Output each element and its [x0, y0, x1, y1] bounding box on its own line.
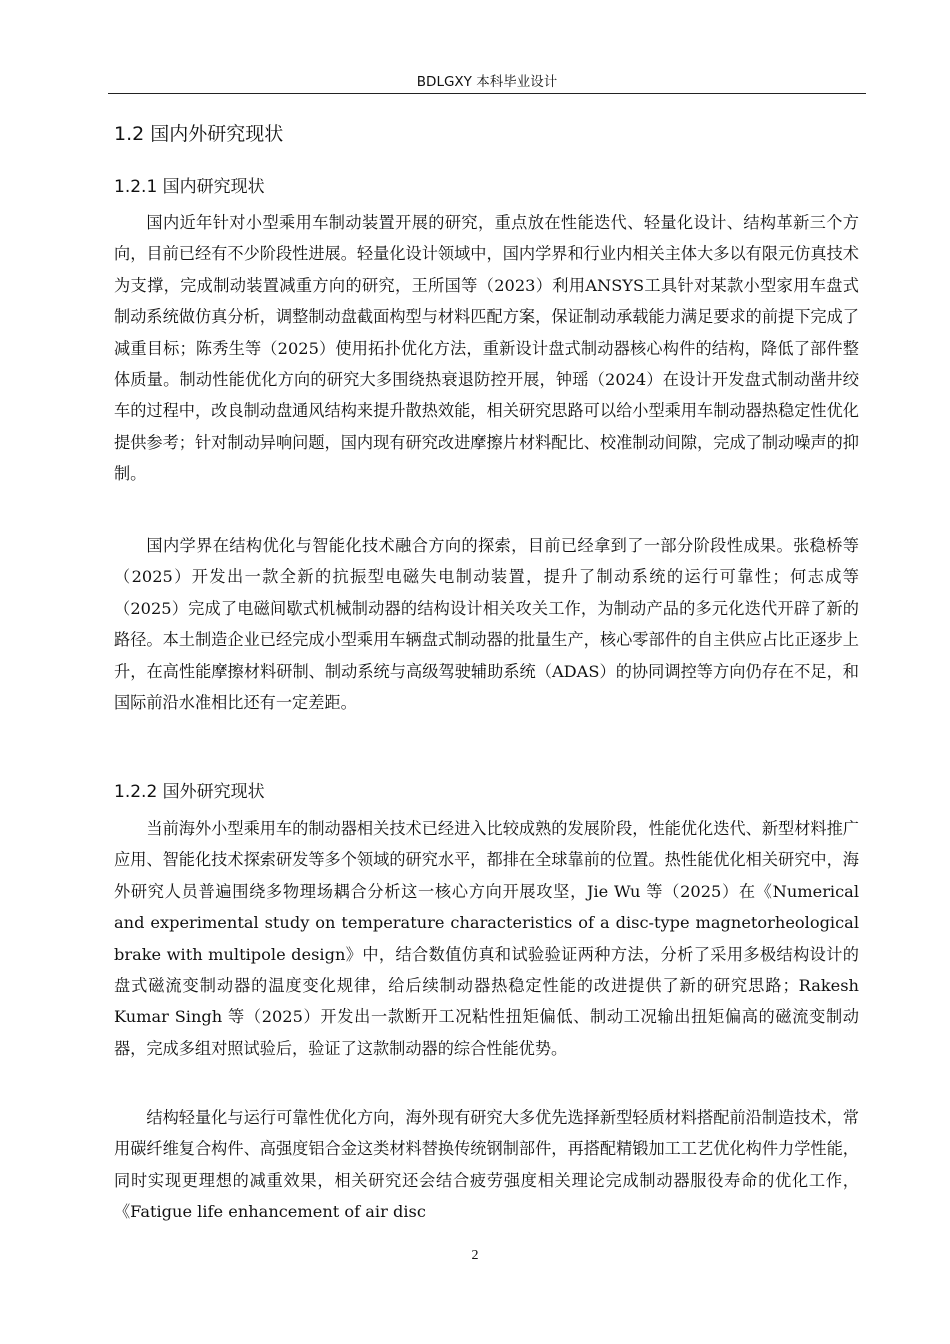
subsection-heading-foreign: 1.2.2 国外研究现状	[114, 782, 265, 802]
paragraph: 国内近年针对小型乘用车制动装置开展的研究，重点放在性能迭代、轻量化设计、结构革新三个方向，目前已经有不少阶段性进展。轻量化设计领域中，国内学界和行业内相关主体大多以有限元仿真技术为支撑，完成制动装置减重方向的研究，王所国等（2023）利用ANSYS工具针对某款小型家用车盘式制动系统做仿真分析，调整制动盘截面构型与材料匹配方案，保证制动承载能力满足要求的前提下完成了减重目标；陈秀生等（2025）使用拓扑优化方法，重新设计盘式制动器核心构件的结构，降低了部件整体质量。制动性能优化方向的研究大多围绕热衰退防控开展，钟瑶（2024）在设计开发盘式制动凿井绞车的过程中，改良制动盘通风结构来提升散热效能，相关研究思路可以给小型乘用车制动器热稳定性优化提供参考；针对制动异响问题，国内现有研究改进摩擦片材料配比、校准制动间隙，完成了制动噪声的抑制。	[114, 213, 859, 484]
header-rule	[108, 93, 866, 94]
paragraph: 国内学界在结构优化与智能化技术融合方向的探索，目前已经拿到了一部分阶段性成果。张稳桥等（2025）开发出一款全新的抗振型电磁失电制动装置，提升了制动系统的运行可靠性；何志成等（2025）完成了电磁间歇式机械制动器的结构设计相关攻关工作，为制动产品的多元化迭代开辟了新的路径。本土制造企业已经完成小型乘用车辆盘式制动器的批量生产，核心零部件的自主供应占比正逐步上升，在高性能摩擦材料研制、制动系统与高级驾驶辅助系统（ADAS）的协同调控等方向仍存在不足，和国际前沿水准相比还有一定差距。	[114, 536, 859, 713]
paragraph: 结构轻量化与运行可靠性优化方向，海外现有研究大多优先选择新型轻质材料搭配前沿制造技术，常用碳纤维复合构件、高强度铝合金这类材料替换传统钢制部件，再搭配精锻加工工艺优化构件力学性能，同时实现更理想的减重效果，相关研究还会结合疲劳强度相关理论完成制动器服役寿命的优化工作，《Fatigue life enhancement of air disc	[114, 1108, 859, 1222]
page-header: BDLGXY 本科毕业设计	[416, 74, 558, 90]
paragraph: 当前海外小型乘用车的制动器相关技术已经进入比较成熟的发展阶段，性能优化迭代、新型材料推广应用、智能化技术探索研发等多个领域的研究水平，都排在全球靠前的位置。热性能优化相关研究中，海外研究人员普遍围绕多物理场耦合分析这一核心方向开展攻坚，Jie Wu 等（2025）在《Numerical and experimental study on temperature characteristics of a disc-type magnetorheological brake with multipole design》中，结合数值仿真和试验验证两种方法，分析了采用多极结构设计的盘式磁流变制动器的温度变化规律，给后续制动器热稳定性能的改进提供了新的研究思路；Rakesh Kumar Singh 等（2025）开发出一款断开工况粘性扭矩偏低、制动工况输出扭矩偏高的磁流变制动器，完成多组对照试验后，验证了这款制动器的综合性能优势。	[114, 819, 859, 1058]
page-number: 2	[471, 1248, 479, 1263]
section-heading: 1.2 国内外研究现状	[114, 123, 284, 145]
subsection-heading-domestic: 1.2.1 国内研究现状	[114, 177, 265, 197]
